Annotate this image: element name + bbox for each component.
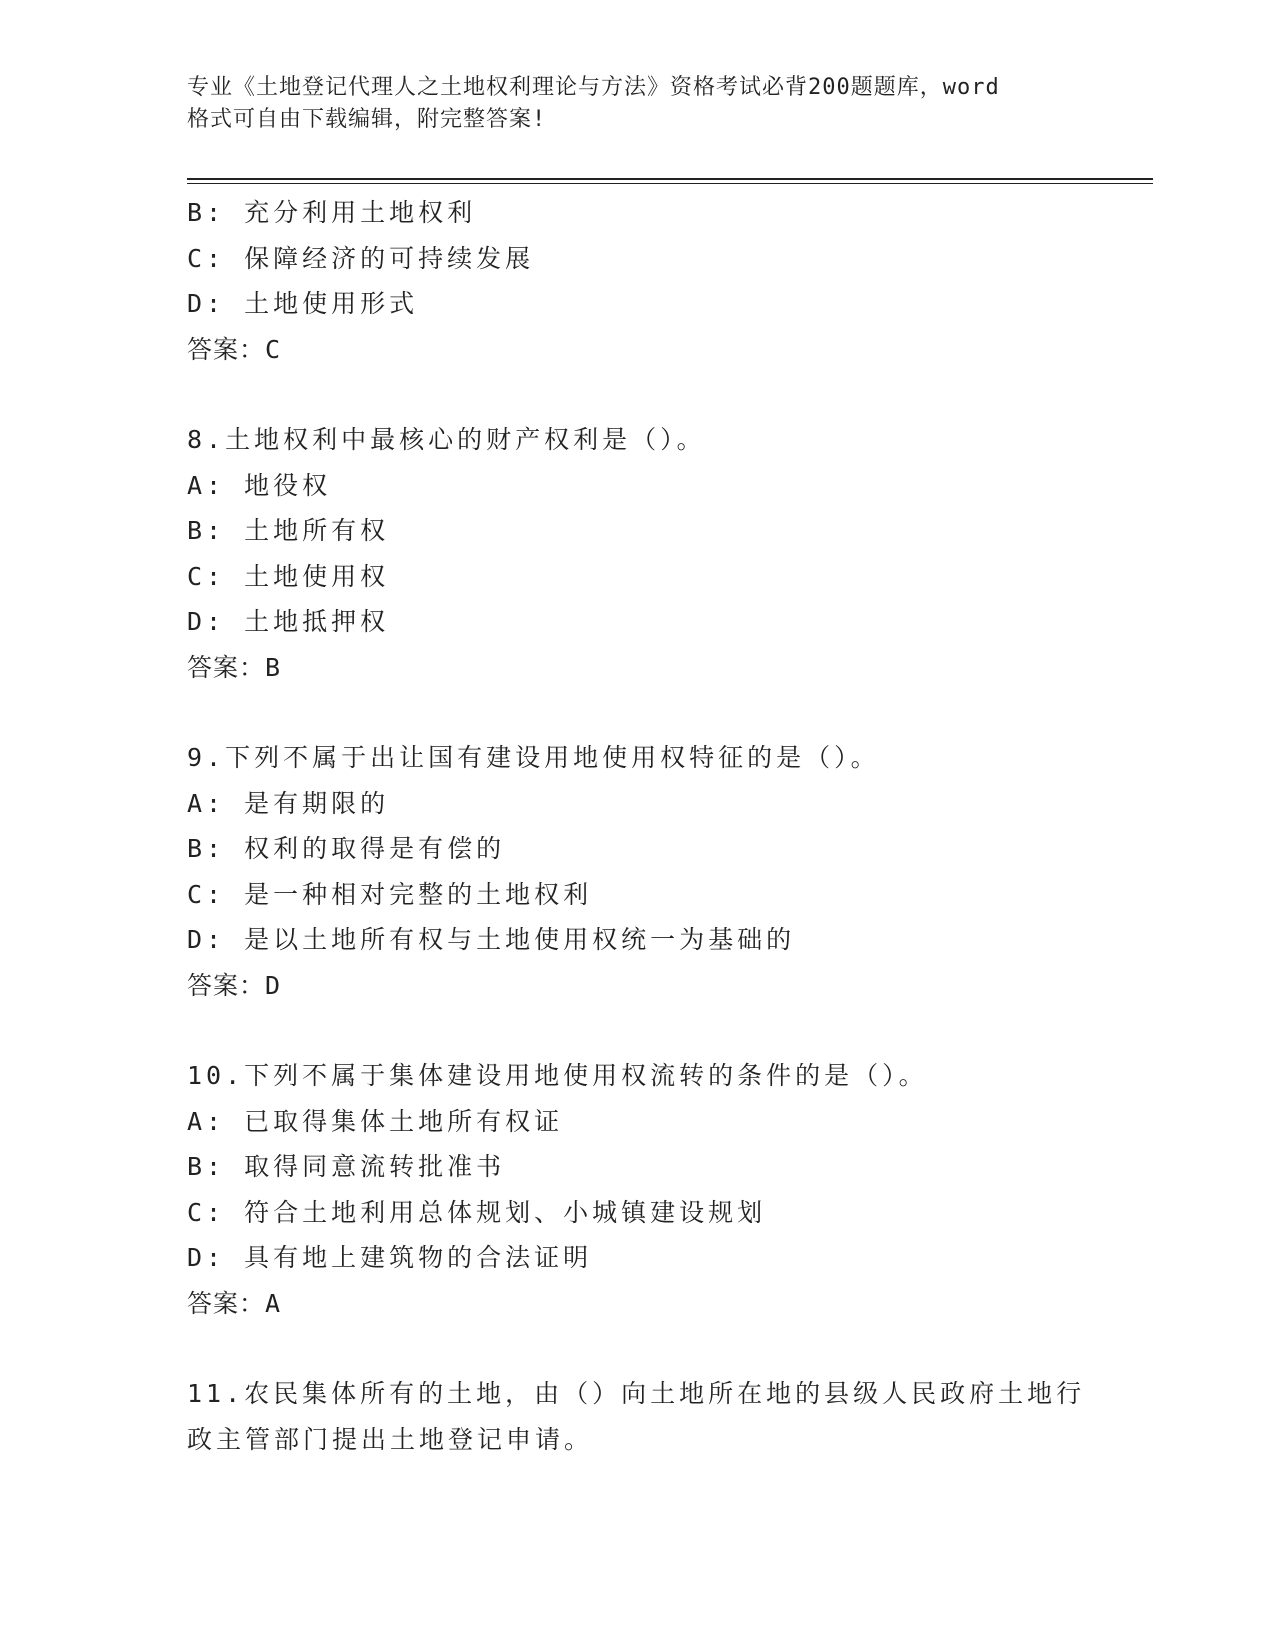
option-d: D: 具有地上建筑物的合法证明 [187,1243,593,1272]
question-text: 8.土地权利中最核心的财产权利是（）。 [187,425,706,454]
question-text: 9.下列不属于出让国有建设用地使用权特征的是（）。 [187,743,880,772]
option-c: C: 土地使用权 [187,561,390,591]
question-block-8 [187,417,1117,690]
question-block-10 [187,1053,1117,1326]
option-d: D: 土地使用形式 [187,289,419,318]
option-d: D: 土地抵押权 [187,607,390,636]
question-text: 10.下列不属于集体建设用地使用权流转的条件的是（）。 [187,1061,928,1090]
option-d: D: 是以土地所有权与土地使用权统一为基础的 [187,925,796,954]
question-list [187,190,1117,1462]
option-a: A: 是有期限的 [187,788,390,818]
answer-line: 答案：D [187,970,282,1000]
question-text-line-2: 政主管部门提出土地登记申请。 [187,1424,594,1454]
header-line-2: 格式可自由下载编辑，附完整答案! [187,107,547,132]
option-c: C: 符合土地利用总体规划、小城镇建设规划 [187,1197,767,1227]
option-b: B: 取得同意流转批准书 [187,1152,506,1181]
answer-line: 答案：A [187,1288,282,1318]
option-a: A: 已取得集体土地所有权证 [187,1106,564,1136]
answer-line: 答案：C [187,334,282,364]
header-line-1: 专业《土地登记代理人之土地权利理论与方法》资格考试必背200题题库，word [187,75,1000,100]
question-block-continued [187,190,1117,372]
question-block-11 [187,1371,1117,1462]
option-b: B: 土地所有权 [187,516,390,545]
option-c: C: 是一种相对完整的土地权利 [187,879,593,909]
header-divider [187,178,1153,180]
answer-line: 答案：B [187,652,282,682]
option-b: B: 充分利用土地权利 [187,198,477,227]
question-block-9 [187,735,1117,1008]
header-divider-thin [187,183,1153,184]
option-c: C: 保障经济的可持续发展 [187,243,535,273]
document-header [187,72,1067,136]
option-b: B: 权利的取得是有偿的 [187,834,506,863]
question-text-line-1: 11.农民集体所有的土地，由（）向土地所在地的县级人民政府土地行 [187,1379,1086,1408]
option-a: A: 地役权 [187,470,332,500]
